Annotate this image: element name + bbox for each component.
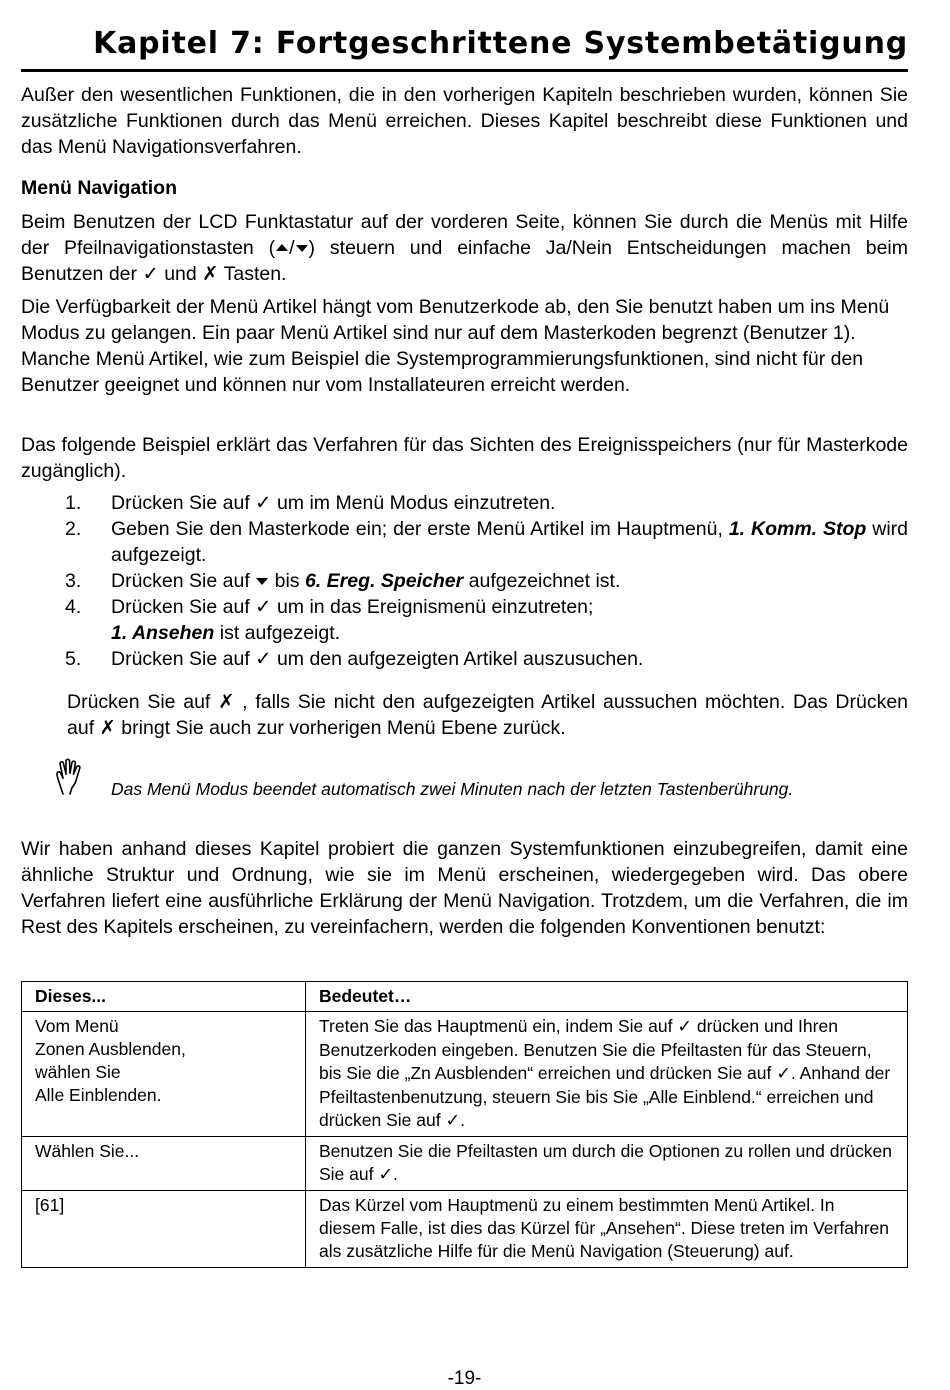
- arrow-up-icon: [275, 243, 289, 253]
- page-number: -19-: [447, 1368, 482, 1389]
- table-header-cell: Dieses...: [22, 982, 306, 1012]
- example-paragraph: Das folgende Beispiel erklärt das Verfahren für das Sichten des Ereignisspeichers (nur für Masterkode zugänglich).: [21, 434, 908, 482]
- nav-text-1: Beim Benutzen der LCD Funktastatur auf der vorderen Seite, können Sie durch die Menüs mit Hilfe der Pfeilnavigationstasten (: [21, 211, 908, 259]
- list-item: 5. Drücken Sie auf ✓ um den aufgezeigten Artikel auszusuchen.: [65, 647, 644, 670]
- nav-text-3: und: [164, 263, 197, 285]
- table-row: [22, 1191, 908, 1268]
- cross-icon: ✗: [218, 690, 235, 713]
- cancel-paragraph: Drücken Sie auf ✗ , falls Sie nicht den aufgezeigten Artikel aussuchen möchten. Das Drücken auf ✗ bringt Sie auch zur vorherigen Menü Ebene zurück.: [67, 690, 909, 739]
- arrow-down-icon: [255, 576, 269, 586]
- list-item: 4. Drücken Sie auf ✓ um in das Ereignismenü einzutreten; 1. Ansehen ist aufgezeigt.: [65, 595, 594, 644]
- menu-item-name: 1. Ansehen: [111, 622, 215, 644]
- check-icon: ✓: [142, 262, 159, 285]
- hand-icon: [53, 758, 91, 796]
- slash-text: /: [289, 237, 295, 259]
- check-icon: ✓: [255, 647, 272, 670]
- section-heading: Menü Navigation: [21, 177, 178, 199]
- page-title: Kapitel 7: Fortgeschrittene Systembetätigung: [93, 26, 908, 61]
- table-cell: Benutzen Sie die Pfeiltasten um durch die Optionen zu rollen und drücken Sie auf ✓.: [306, 1137, 908, 1191]
- steps-list: [65, 490, 908, 672]
- check-icon: ✓: [255, 595, 272, 618]
- check-icon: ✓: [255, 491, 272, 514]
- table-row: [22, 1012, 908, 1137]
- check-icon: ✓: [445, 1111, 461, 1131]
- list-item: 1. Drücken Sie auf ✓ um im Menü Modus einzutreten.: [65, 491, 556, 514]
- table-cell: [61]: [22, 1191, 306, 1268]
- table-cell: Treten Sie das Hauptmenü ein, indem Sie auf ✓ drücken und Ihren Benutzerkoden eingeben. Benutzen Sie die Pfeiltasten für das Steuern, bis Sie die „Zn Ausblenden“ erreichen und drücken Sie auf ✓. Anhand der Pfeiltastenbenutzung, steuern Sie bis Sie „Alle Einblend.“ erreichen und drücken Sie auf ✓.: [306, 1012, 908, 1137]
- list-item: 3. Drücken Sie auf bis 6. Ereg. Speicher aufgezeichnet ist.: [65, 570, 621, 592]
- check-icon: ✓: [776, 1064, 791, 1084]
- table-header-cell: Bedeutet…: [306, 982, 908, 1012]
- nav-text-4: Tasten.: [223, 263, 287, 285]
- table-cell: Wählen Sie...: [22, 1137, 306, 1191]
- cross-icon: ✗: [202, 262, 219, 285]
- menu-item-name: 1. Komm. Stop: [728, 518, 867, 540]
- menu-item-name: 6. Ereg. Speicher: [304, 570, 464, 592]
- intro-paragraph: Außer den wesentlichen Funktionen, die in den vorherigen Kapiteln beschrieben wurden, können Sie zusätzliche Funktionen durch das Menü erreichen. Dieses Kapitel beschreibt diese Funktionen und das Menü Navigationsverfahren.: [21, 84, 908, 158]
- nav-text-2: ) steuern und einfache Ja/Nein Entscheidungen machen beim Benutzen der: [21, 237, 909, 285]
- table-cell: Das Kürzel vom Hauptmenü zu einem bestimmten Menü Artikel. In diesem Falle, ist dies das Kürzel für „Ansehen“. Diese treten im Verfahren als zusätzliche Hilfe für die Menü Navigation (Steuerung) auf.: [306, 1191, 908, 1268]
- note-text: Das Menü Modus beendet automatisch zwei Minuten nach der letzten Tastenberührung.: [111, 779, 794, 799]
- navigation-paragraph: [21, 209, 908, 287]
- title-rule: [21, 69, 908, 72]
- check-icon: ✓: [677, 1017, 692, 1037]
- table-header-row: [22, 982, 908, 1012]
- conventions-table: [21, 981, 908, 1268]
- cross-icon: ✗: [99, 716, 116, 739]
- check-icon: ✓: [378, 1165, 394, 1185]
- table-row: [22, 1137, 908, 1191]
- table-cell: Vom Menü Zonen Ausblenden, wählen Sie Alle Einblenden.: [22, 1012, 306, 1137]
- arrow-down-icon: [295, 243, 309, 253]
- list-item: 2. Geben Sie den Masterkode ein; der erste Menü Artikel im Hauptmenü, 1. Komm. Stop wird aufgezeigt.: [65, 518, 909, 566]
- availability-paragraph: Die Verfügbarkeit der Menü Artikel hängt vom Benutzerkode ab, den Sie benutzt haben um ins Menü Modus zu gelangen. Ein paar Menü Artikel sind nur auf dem Masterkoden begrenzt (Benutzer 1). Manche Menü Artikel, wie zum Beispiel die Systemprogrammierungsfunktionen, sind nicht für den Benutzer geeignet und können nur vom Installateuren erreicht werden.: [21, 296, 890, 396]
- summary-paragraph: Wir haben anhand dieses Kapitel probiert die ganzen Systemfunktionen einzubegreifen, damit eine ähnliche Struktur und Ordnung, wie sie im Menü erscheinen, wiedergegeben wird. Das obere Verfahren liefert eine ausführliche Erklärung der Menü Navigation. Trotzdem, um die Verfahren, die im Rest des Kapitels erscheinen, zu vereinfachern, werden die folgenden Konventionen benutzt:: [21, 838, 908, 938]
